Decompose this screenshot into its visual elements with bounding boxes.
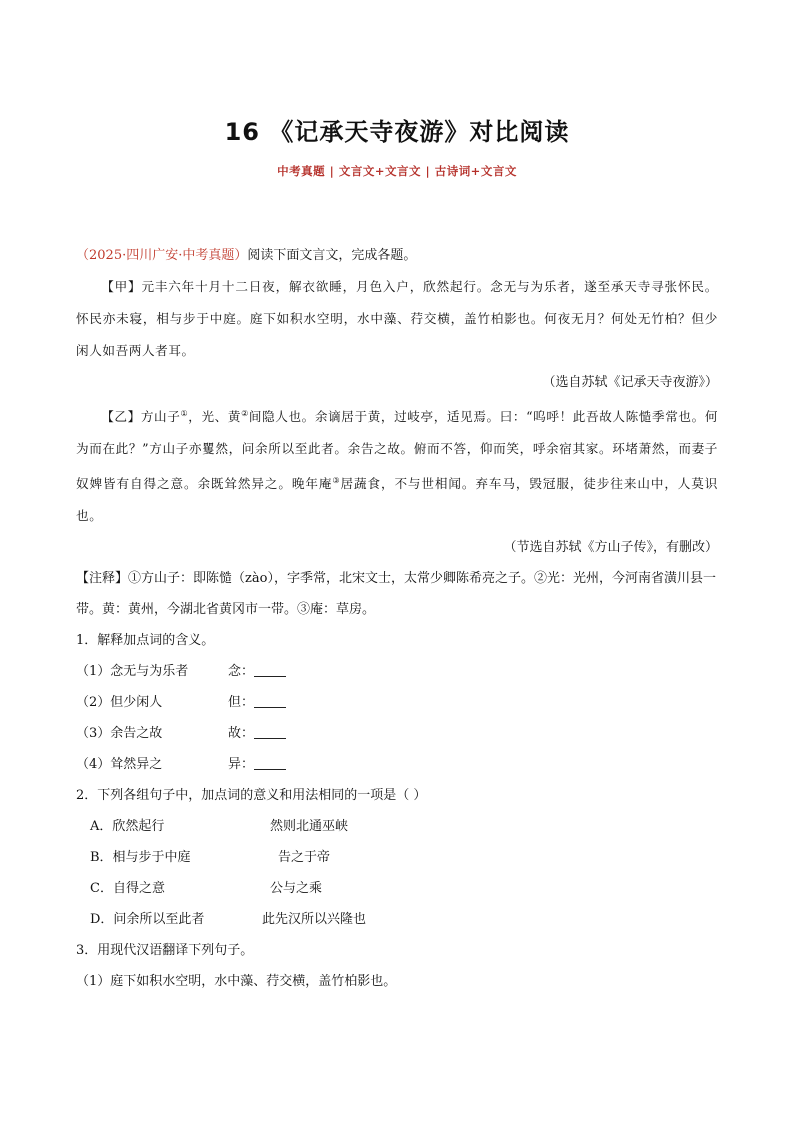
q1-item-sentence: （3）余告之故 (76, 726, 163, 742)
note-mark-3: ③ (332, 476, 341, 486)
option-right: 告之于帝 (278, 850, 331, 866)
note-mark-2: ② (241, 409, 249, 418)
option-right: 公与之乘 (270, 881, 323, 897)
q1-item (76, 718, 718, 749)
passage-b-text-2: ，光、黄 (188, 409, 242, 425)
q1-item-sentence: （4）耸然异之 (76, 757, 163, 773)
passage-a-text: 元丰六年十月十二日夜，解衣欲睡，月色入户，欣然起行。念无与为乐者，遂至承天寺寻张怀民。怀民亦未寝，相与步于中庭。庭下如积水空明，水中藻、荇交横，盖竹柏影也。何夜无月？何处无竹柏？但少闲人如吾两人者耳。 (76, 279, 718, 358)
passage-a-label: 【甲】 (101, 279, 142, 294)
q2-option-c[interactable] (76, 873, 718, 904)
intro-line (76, 240, 718, 271)
option-left: C．自得之意 (90, 881, 165, 897)
passage-b (76, 398, 718, 532)
passage-b-text-1: 方山子 (140, 409, 181, 425)
intro-instruction: 阅读下面文言文，完成各题。 (247, 248, 417, 263)
option-left: B．相与步于中庭 (90, 850, 191, 866)
option-right: 然则北通巫峡 (270, 819, 349, 835)
q1-item (76, 656, 718, 687)
option-left: D．问余所以至此者 (90, 912, 205, 928)
passage-b-source: （节选自苏轼《方山子传》，有删改） (503, 540, 718, 556)
q1-stem: 1．解释加点词的含义。 (76, 633, 215, 649)
page-title: 16 《记承天寺夜游》对比阅读 (224, 118, 570, 146)
q2-option-a[interactable] (76, 811, 718, 842)
q1-item-word: 但： (228, 695, 255, 711)
notes (76, 563, 718, 625)
q2-option-b[interactable] (76, 842, 718, 873)
reading-section (76, 240, 718, 997)
answer-blank[interactable] (254, 724, 286, 739)
q3-stem: 3．用现代汉语翻译下列句子。 (76, 943, 254, 959)
q1-item (76, 687, 718, 718)
passage-a (76, 271, 718, 367)
answer-blank[interactable] (254, 662, 286, 677)
q1-item-word: 异： (228, 757, 255, 773)
passage-b-text-4: 居蔬食，不与世相闻。弃车马，毁冠服，徒步往来山中，人莫识也。 (76, 476, 718, 524)
q2-stem: 2．下列各组句子中，加点词的意义和用法相同的一项是（ ） (76, 788, 427, 804)
option-right: 此先汉所以兴隆也 (262, 912, 367, 928)
answer-blank[interactable] (254, 755, 286, 770)
passage-a-source: （选自苏轼《记承天寺夜游》） (542, 375, 718, 390)
passage-b-label: 【乙】 (101, 409, 141, 425)
q3-item-1: （1）庭下如积水空明，水中藻、荇交横，盖竹柏影也。 (76, 974, 397, 990)
q1-item-sentence: （2）但少闲人 (76, 695, 163, 711)
notes-text: ①方山子：即陈慥（zào），字季常，北宋文士，太常少卿陈希亮之子。②光：光州，今河南省潢川县一带。黄：黄州，今湖北省黄冈市一带。③庵：草房。 (76, 571, 716, 618)
q2-option-d[interactable] (76, 904, 718, 935)
option-left: A．欣然起行 (90, 819, 165, 835)
answer-blank[interactable] (254, 693, 286, 708)
passage-b-text-3: 间隐人也。余谪居于黄，过岐亭，适见焉。曰：“呜呼！此吾故人陈慥季常也。何为而在此？”方山子亦矍然，问余所以至此者。余告之故。俯而不答，仰而笑，呼余宿其家。环堵萧然，而妻子奴婢皆有自得之意。余既耸然异之。晚年庵 (76, 409, 719, 492)
q1-item-word: 故： (228, 726, 255, 742)
question-source: （2025·四川广安·中考真题） (76, 248, 248, 263)
q1-item-word: 念： (228, 664, 255, 680)
notes-label: 【注释】 (76, 571, 129, 587)
note-mark-1: ① (180, 409, 189, 418)
q1-item (76, 749, 718, 780)
page-subtitle: 中考真题 | 文言文+文言文 | 古诗词+文言文 (277, 164, 517, 178)
q1-item-sentence: （1）念无与为乐者 (76, 664, 189, 680)
